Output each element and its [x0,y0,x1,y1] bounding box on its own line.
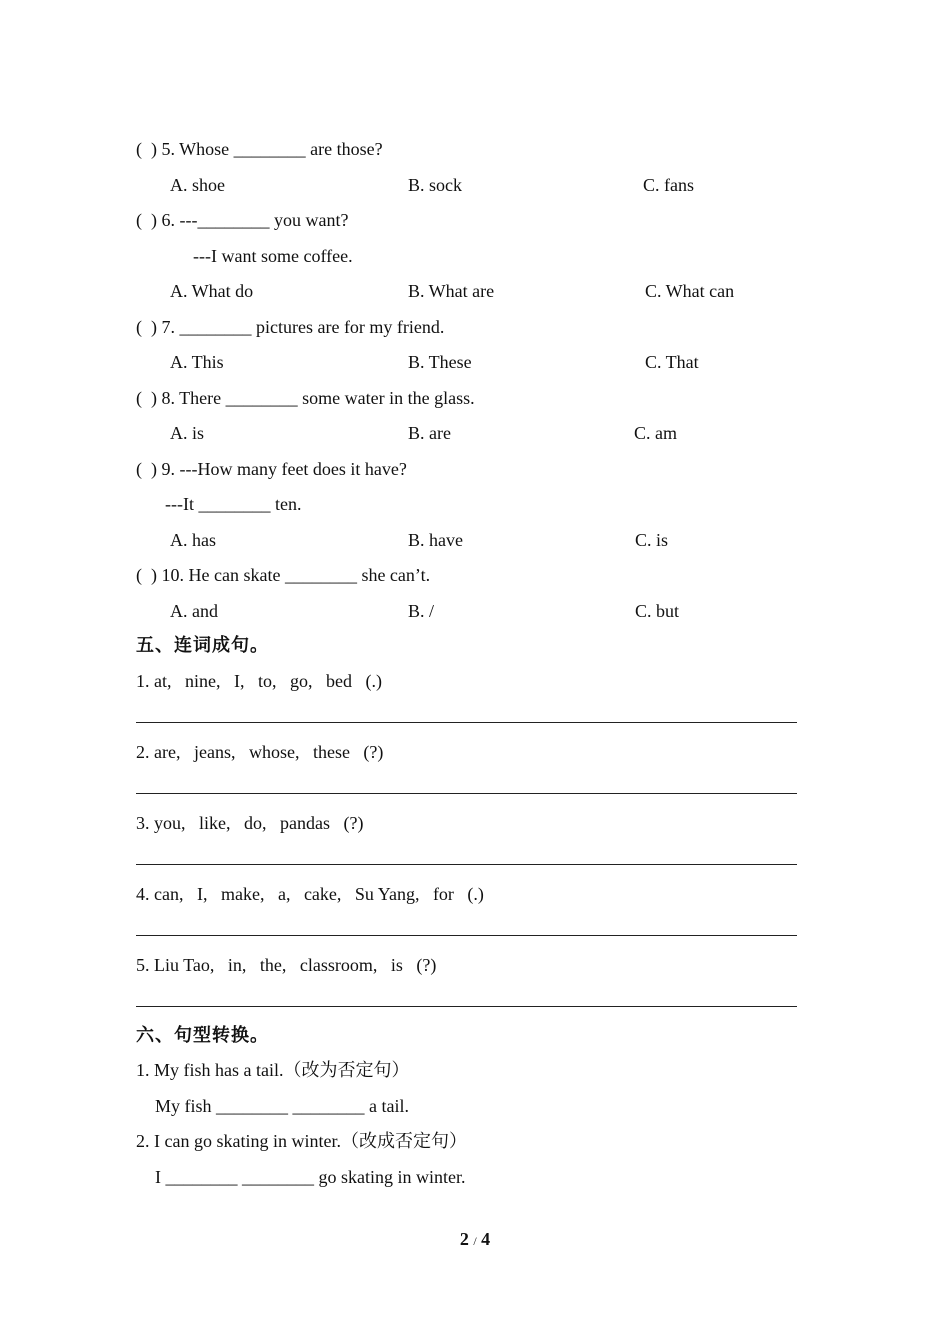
question-6-stem: ( ) 6. ---________ you want? [136,210,349,230]
reorder-item-4: 4. can, I, make, a, cake, Su Yang, for (.) [136,884,484,904]
page-current: 2 [459,1229,469,1249]
question-10-option-a: A. and [170,601,218,621]
transform-item-1-prompt: 1. My fish has a tail.（改为否定句） [136,1060,410,1080]
question-6-option-a: A. What do [170,281,254,301]
question-7-option-b: B. These [408,352,472,372]
page-total: 4 [481,1229,491,1249]
transform-item-1-answer[interactable]: My fish ________ ________ a tail. [155,1096,409,1116]
question-8-option-b: B. are [408,423,451,443]
reorder-item-1: 1. at, nine, I, to, go, bed (.) [136,671,382,691]
question-9-stem: ( ) 9. ---How many feet does it have? [136,459,407,479]
question-9-reply: ---It ________ ten. [165,494,302,514]
question-10-option-c: C. but [635,601,680,621]
reorder-item-3: 3. you, like, do, pandas (?) [136,813,364,833]
question-6-reply: ---I want some coffee. [193,246,353,266]
question-9-option-c: C. is [635,530,669,550]
reorder-item-2: 2. are, jeans, whose, these (?) [136,742,384,762]
question-7-option-c: C. That [645,352,699,372]
question-8-stem: ( ) 8. There ________ some water in the glass. [136,388,475,408]
question-10-stem: ( ) 10. He can skate ________ she can’t. [136,565,431,585]
question-7-stem: ( ) 7. ________ pictures are for my friend. [136,317,445,337]
answer-line-5[interactable] [136,1006,797,1007]
page-number [0,1228,950,1252]
answer-line-4[interactable] [136,935,797,936]
question-10-option-b: B. / [408,601,435,621]
question-6-option-b: B. What are [408,281,495,301]
answer-line-1[interactable] [136,722,797,723]
question-6-option-c: C. What can [645,281,735,301]
question-7-option-a: A. This [170,352,224,372]
transform-item-2-prompt: 2. I can go skating in winter.（改成否定句） [136,1131,467,1151]
question-9-option-b: B. have [408,530,463,550]
question-5-stem: ( ) 5. Whose ________ are those? [136,139,383,159]
question-8-option-a: A. is [170,423,205,443]
transform-item-2-answer[interactable]: I ________ ________ go skating in winter. [155,1167,466,1187]
question-5-option-c: C. fans [643,175,694,195]
page-separator: / [473,1234,477,1248]
question-5-option-a: A. shoe [170,175,225,195]
question-5-option-b: B. sock [408,175,462,195]
reorder-item-5: 5. Liu Tao, in, the, classroom, is (?) [136,955,437,975]
section-5-heading: 五、连词成句。 [136,635,269,656]
section-6-heading: 六、句型转换。 [136,1025,269,1046]
answer-line-2[interactable] [136,793,797,794]
question-9-option-a: A. has [170,530,216,550]
answer-line-3[interactable] [136,864,797,865]
question-8-option-c: C. am [634,423,677,443]
